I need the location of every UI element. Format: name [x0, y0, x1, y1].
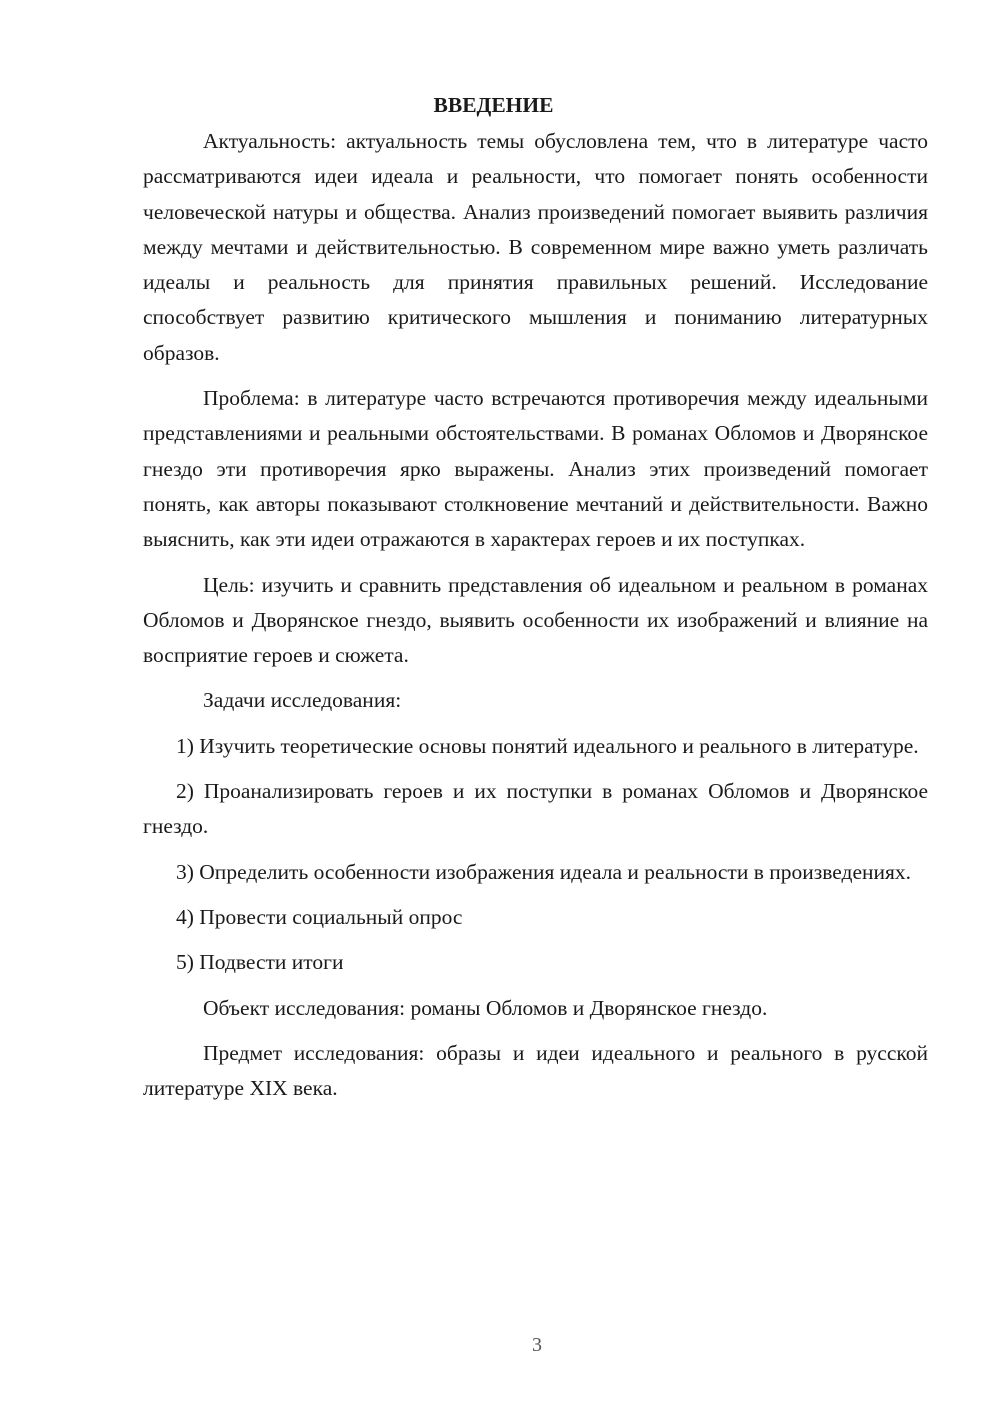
subject-paragraph: Предмет исследования: образы и идеи идеального и реального в русской литературе XIX века.: [143, 1040, 928, 1101]
task-item: 5) Подвести итоги: [176, 950, 344, 975]
task-item: 3) Определить особенности изображения идеала и реальности в произведениях.: [176, 859, 912, 884]
object-paragraph: Объект исследования: романы Обломов и Дворянское гнездо.: [203, 995, 768, 1020]
relevance-paragraph: Актуальность: актуальность темы обусловлена тем, что в литературе часто рассматриваются идеи идеала и реальности, что помогает понять особенности человеческой натуры и общества. Анализ произведений помогает выявить различия между мечтами и действительностью. В современном мире важно уметь различать идеалы и реальность для принятия правильных решений. Исследование способствует развитию критического мышления и пониманию литературных образов.: [143, 129, 928, 365]
task-item: 4) Провести социальный опрос: [176, 904, 463, 929]
section-heading-text: ВВЕДЕНИЕ: [433, 93, 554, 117]
task-item: 2) Проанализировать героев и их поступки в романах Обломов и Дворянское гнездо.: [143, 779, 928, 839]
tasks-title: Задачи исследования:: [203, 688, 402, 713]
section-heading: [143, 88, 928, 123]
document-page: [143, 88, 928, 1116]
page-number: [0, 1334, 1000, 1357]
page-number-text: 3: [532, 1334, 542, 1356]
problem-paragraph: Проблема: в литературе часто встречаются противоречия между идеальными представлениями и реальными обстоятельствами. В романах Обломов и Дворянское гнездо эти противоречия ярко выражены. Анализ этих произведений помогает понять, как авторы показывают столкновение мечтаний и действительности. Важно выяснить, как эти идеи отражаются в характерах героев и их поступках.: [143, 386, 928, 552]
task-item: 1) Изучить теоретические основы понятий идеального и реального в литературе.: [176, 733, 919, 758]
goal-paragraph: Цель: изучить и сравнить представления об идеальном и реальном в романах Обломов и Дворянское гнездо, выявить особенности их изображений и влияние на восприятие героев и сюжета.: [143, 572, 928, 668]
